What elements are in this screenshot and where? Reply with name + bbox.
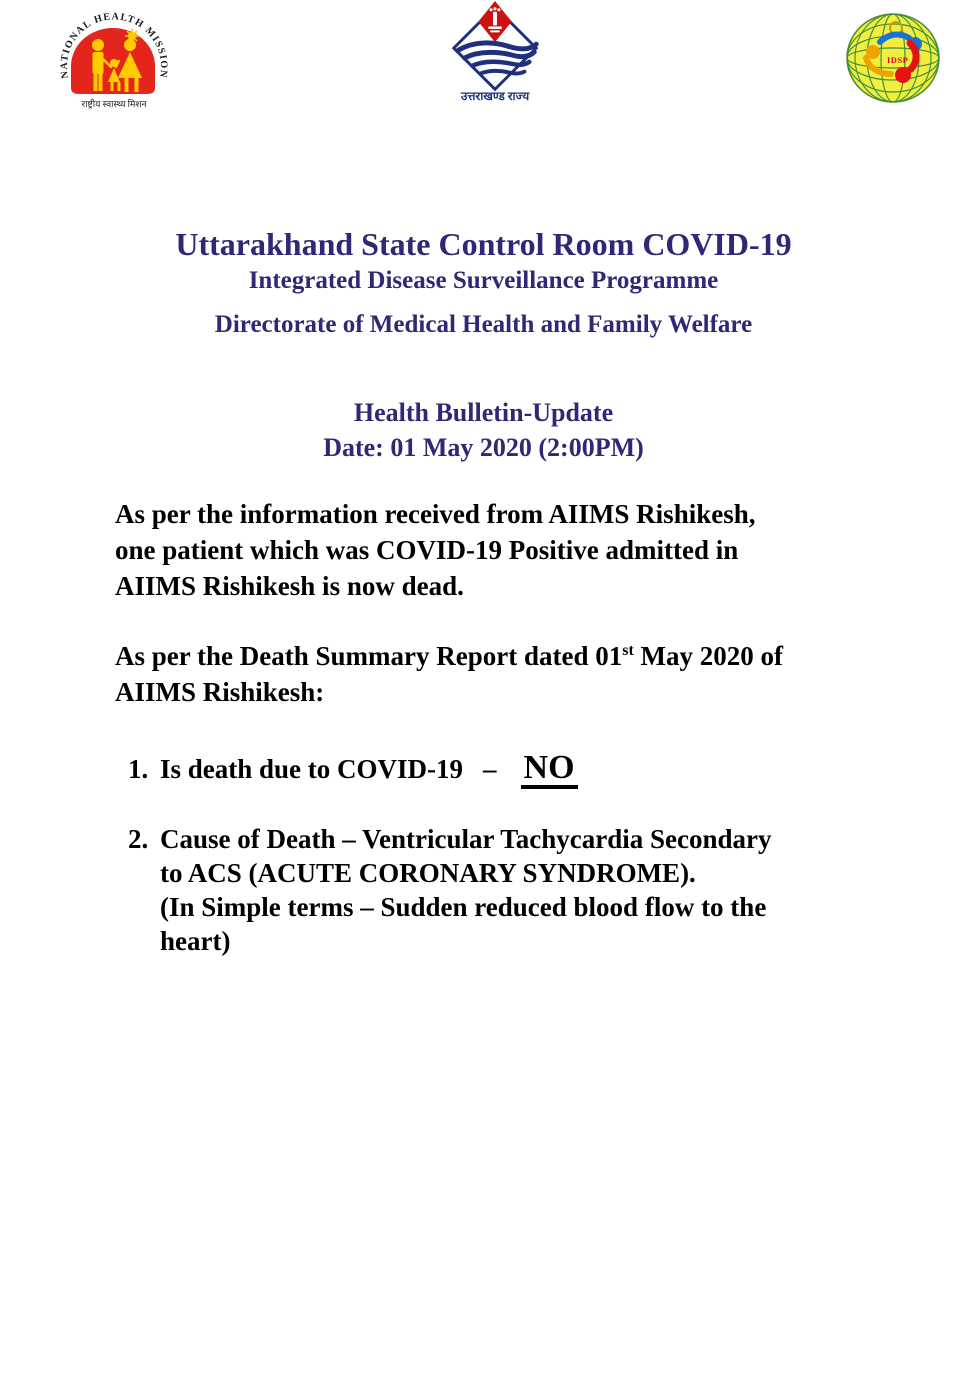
list-item-1 [128,749,908,789]
uttarakhand-emblem [441,0,549,104]
list-item-2-line-1: Cause of Death – Ventricular Tachycardia Secondary [160,824,772,854]
list-item-1-text [160,749,578,789]
idsp-logo [843,12,943,108]
list-item-2-number: 2. [128,824,149,854]
paragraph-2-line-2: AIIMS Rishikesh: [115,677,325,707]
list-item-2-line-3: (In Simple terms – Sudden reduced blood flow to the [160,892,767,922]
uttarakhand-emblem-graphic [441,0,549,104]
list-item-2-line-2: to ACS (ACUTE CORONARY SYNDROME). [160,858,696,888]
dash-separator: – [483,754,497,784]
idsp-label: IDSP [887,55,909,65]
paragraph-2 [115,638,867,710]
paragraph-1-line-1: As per the information received from AIIMS Rishikesh, [115,499,756,529]
date-line: Date: 01 May 2020 (2:00PM) [323,433,644,462]
uttarakhand-hindi-caption: उत्तराखण्ड राज्य [460,90,530,104]
paragraph-2-prefix: As per the Death Summary Report dated 01 [115,641,623,671]
directorate-line: Directorate of Medical Health and Family Welfare [214,311,753,338]
paragraph-1-line-3: AIIMS Rishikesh is now dead. [115,571,464,601]
subtitle: Integrated Disease Surveillance Programme [248,267,719,294]
list-item-2 [128,822,908,958]
nhm-hindi-caption: राष्ट्रीय स्वास्थ्य मिशन [81,99,147,109]
paragraph-2-line-1 [115,638,867,674]
list-item-2-line-4: heart) [160,926,231,956]
idsp-logo-graphic [843,12,943,108]
paragraph-2-suffix: May 2020 of [633,641,784,671]
ordinal-superscript: st [622,642,634,659]
paragraph-1-line-2: one patient which was COVID-19 Positive admitted in [115,535,739,565]
nhm-logo [53,6,175,110]
answer-no: NO [521,753,578,789]
paragraph-1 [115,496,867,604]
main-title: Uttarakhand State Control Room COVID-19 [175,226,792,262]
list-item-1-number: 1. [128,754,149,784]
list-item-2-text [160,822,772,958]
question-text: Is death due to COVID-19 [160,754,464,784]
nhm-logo-graphic [53,6,175,110]
nhm-arc-text: NATIONAL HEALTH MISSION [58,11,170,80]
bulletin-title: Health Bulletin-Update [353,398,614,427]
